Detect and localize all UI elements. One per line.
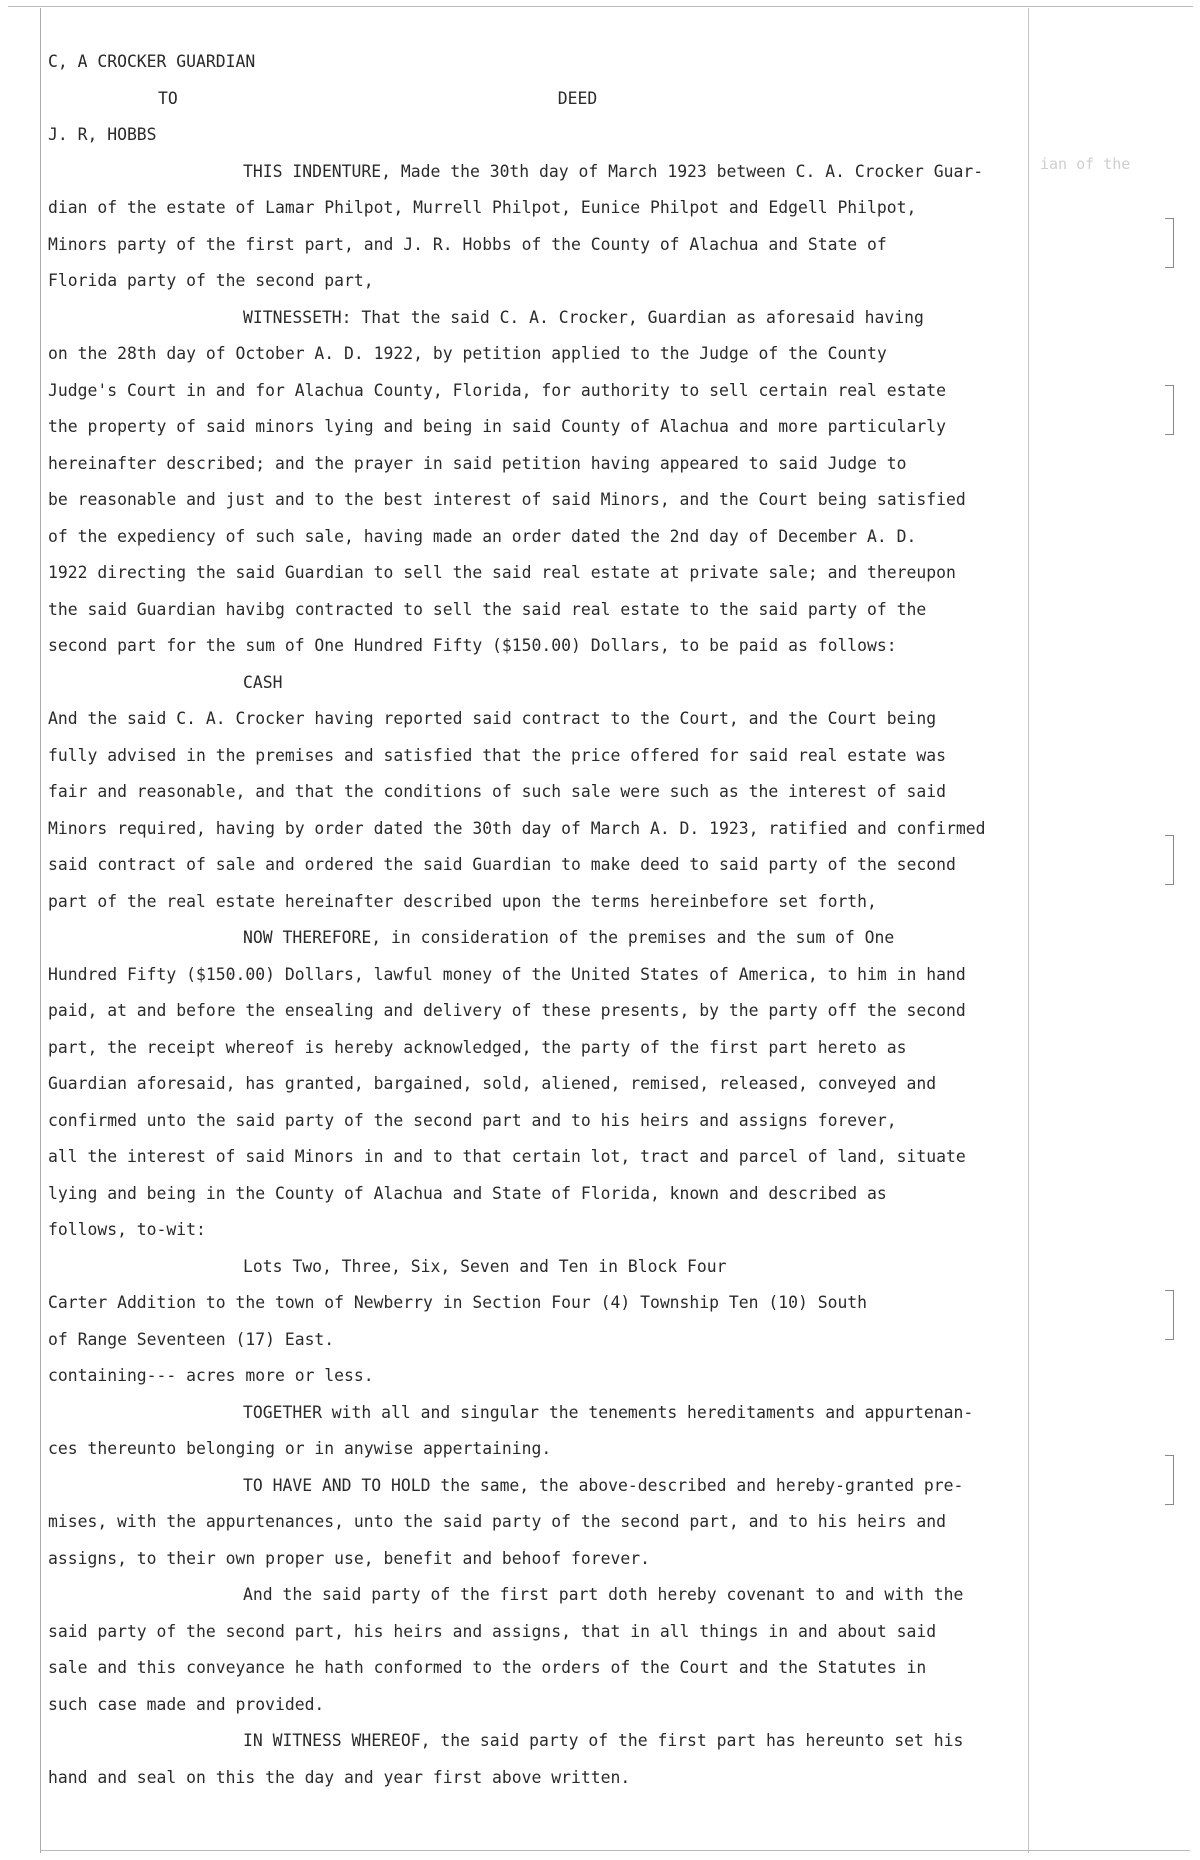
- body-line: on the 28th day of October A. D. 1922, by petition applied to the Judge of the County: [48, 344, 887, 363]
- right-margin-rule: [1028, 8, 1029, 1853]
- binding-mark: [1165, 385, 1174, 435]
- property-description: Lots Two, Three, Six, Seven and Ten in Block Four: [243, 1256, 727, 1276]
- body-line: Guardian aforesaid, has granted, bargained, sold, aliened, remised, released, conveyed and: [48, 1074, 937, 1093]
- body-line: lying and being in the County of Alachua and State of Florida, known and described as: [48, 1183, 887, 1203]
- body-line: Florida party of the second part,: [48, 271, 374, 290]
- body-line: confirmed unto the said party of the second part and to his heirs and assigns forever,: [48, 1110, 897, 1130]
- body-line: TOGETHER with all and singular the tenements hereditaments and appurtenan-: [243, 1402, 974, 1422]
- deed-document: [48, 44, 1028, 1796]
- acreage-line: containing--- acres more or less.: [48, 1366, 374, 1385]
- body-line: Judge's Court in and for Alachua County, Florida, for authority to sell certain real estate: [48, 380, 946, 400]
- body-line: NOW THEREFORE, in consideration of the premises and the sum of One: [243, 928, 895, 947]
- bottom-border-rule: [40, 1850, 1190, 1851]
- body-line: paid, at and before the ensealing and delivery of these presents, by the party off the second: [48, 1001, 966, 1020]
- to-deed-heading: [48, 81, 1028, 118]
- body-line: THIS INDENTURE, Made the 30th day of March 1923 between C. A. Crocker Guar-: [243, 161, 984, 181]
- body-line: assigns, to their own proper use, benefit and behoof forever.: [48, 1548, 650, 1568]
- top-border-rule: [8, 6, 1193, 7]
- body-line: fair and reasonable, and that the conditions of such sale were such as the interest of said: [48, 782, 946, 801]
- body-line: second part for the sum of One Hundred Fifty ($150.00) Dollars, to be paid as follows:: [48, 636, 897, 655]
- body-line: part of the real estate hereinafter described upon the terms hereinbefore set forth,: [48, 891, 877, 911]
- body-line: Minors required, having by order dated the 30th day of March A. D. 1923, ratified and confirmed: [48, 818, 986, 838]
- body-line: Hundred Fifty ($150.00) Dollars, lawful money of the United States of America, to him in hand: [48, 964, 966, 984]
- body-line: the property of said minors lying and being in said County of Alachua and more particularly: [48, 417, 946, 436]
- binding-mark: [1165, 218, 1174, 268]
- body-line: sale and this conveyance he hath conformed to the orders of the Court and the Statutes in: [48, 1658, 927, 1677]
- payment-terms: CASH: [243, 672, 283, 692]
- body-line: mises, with the appurtenances, unto the said party of the second part, and to his heirs and: [48, 1512, 946, 1531]
- body-line: all the interest of said Minors in and to that certain lot, tract and parcel of land, situate: [48, 1147, 966, 1166]
- grantee-heading: J. R, HOBBS: [48, 125, 157, 144]
- body-line: IN WITNESS WHEREOF, the said party of the first part has hereunto set his: [243, 1731, 964, 1750]
- margin-fragment: ian of the: [1040, 155, 1131, 173]
- binding-mark: [1165, 1455, 1174, 1505]
- body-line: hand and seal on this the day and year first above written.: [48, 1767, 631, 1787]
- body-line: said contract of sale and ordered the said Guardian to make deed to said party of the second: [48, 855, 956, 874]
- body-line: such case made and provided.: [48, 1694, 325, 1714]
- body-line: And the said party of the first part doth hereby covenant to and with the: [243, 1585, 964, 1604]
- property-description: Carter Addition to the town of Newberry in Section Four (4) Township Ten (10) South: [48, 1293, 868, 1312]
- body-line: Minors party of the first part, and J. R. Hobbs of the County of Alachua and State of: [48, 234, 887, 254]
- binding-mark: [1165, 835, 1174, 885]
- body-line: of the expediency of such sale, having made an order dated the 2nd day of December A. D.: [48, 526, 917, 546]
- binding-mark: [1165, 1290, 1174, 1340]
- body-line: the said Guardian havibg contracted to sell the said real estate to the said party of the: [48, 599, 927, 619]
- body-line: fully advised in the premises and satisfied that the price offered for said real estate was: [48, 745, 946, 765]
- property-description: of Range Seventeen (17) East.: [48, 1329, 335, 1349]
- grantor-heading: C, A CROCKER GUARDIAN: [48, 52, 256, 71]
- left-margin-rule: [40, 8, 41, 1853]
- body-line: said party of the second part, his heirs and assigns, that in all things in and about said: [48, 1621, 937, 1641]
- deed-label: DEED: [557, 88, 598, 108]
- to-label: TO: [158, 88, 178, 108]
- body-line: follows, to-wit:: [48, 1220, 206, 1239]
- body-line: 1922 directing the said Guardian to sell the said real estate at private sale; and thereupon: [48, 563, 956, 582]
- body-line: WITNESSETH: That the said C. A. Crocker, Guardian as aforesaid having: [243, 307, 924, 327]
- body-line: TO HAVE AND TO HOLD the same, the above-described and hereby-granted pre-: [243, 1475, 964, 1495]
- body-line: be reasonable and just and to the best interest of said Minors, and the Court being satisfied: [48, 490, 966, 509]
- body-line: And the said C. A. Crocker having reported said contract to the Court, and the Court being: [48, 709, 937, 728]
- body-line: hereinafter described; and the prayer in said petition having appeared to said Judge to: [48, 453, 907, 473]
- body-line: ces thereunto belonging or in anywise appertaining.: [48, 1439, 552, 1458]
- body-line: part, the receipt whereof is hereby acknowledged, the party of the first part hereto as: [48, 1037, 907, 1057]
- body-line: dian of the estate of Lamar Philpot, Murrell Philpot, Eunice Philpot and Edgell Philpot,: [48, 198, 917, 217]
